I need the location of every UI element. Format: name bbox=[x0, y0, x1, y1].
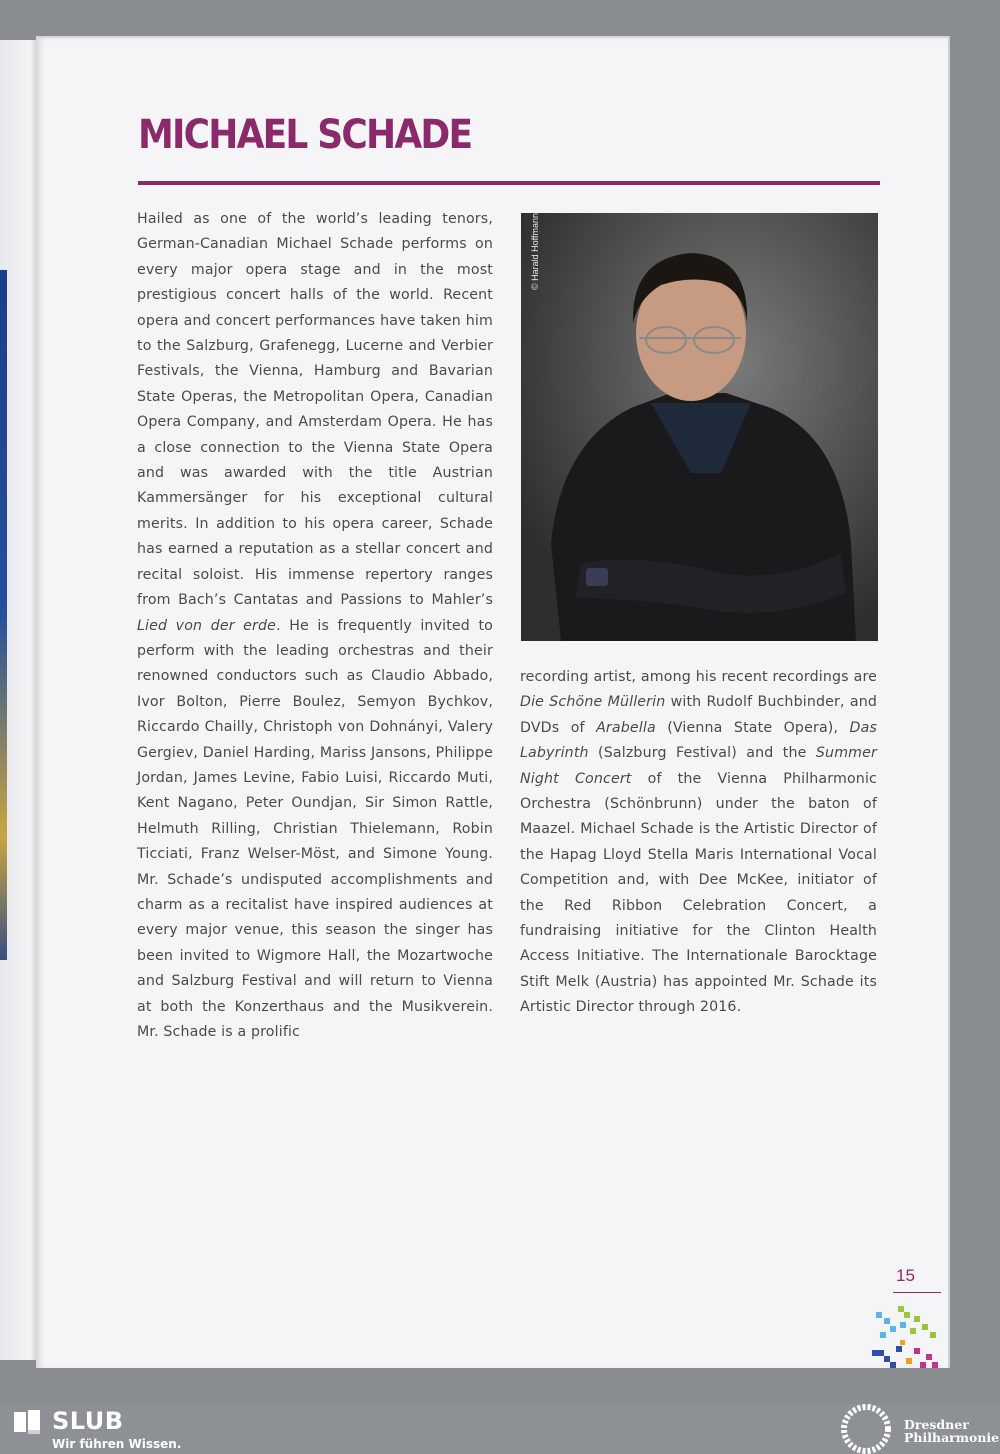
library-tagline: Wir führen Wissen. bbox=[52, 1437, 182, 1451]
work-title-arabella: Arabella bbox=[596, 719, 656, 736]
biography-paragraph-part-2: recording artist, among his recent recordings are Die Schöne Müllerin with Rudolf Buchbinder, and DVDs of Arabella (Vienna State Opera), Das Labyrinth (Salzburg Festival) and the Summer Night Concert of the Vienna Philharmonic Orchestra (Schönbrunn) under the baton of Maazel. Michael Schade is the Artistic Director of the Hapag Lloyd Stella Maris International Vocal Competition and, with Dee McKee, initiator of the Red Ribbon Celebration Concert, a fundraising initiative for the Clinton Health Access Initiative. The Internationale Barocktage Stift Melk (Austria) has appointed Mr. Schade its Artistic Director through 2016. bbox=[520, 669, 878, 1016]
work-title-lied-von-der-erde: Lied von der erde bbox=[137, 617, 277, 634]
page-number: 15 bbox=[896, 1266, 915, 1285]
page-number-rule bbox=[893, 1292, 941, 1293]
dresdner-philharmonie-logo bbox=[840, 1404, 892, 1454]
title-rule bbox=[138, 181, 880, 185]
portrait-photo bbox=[521, 213, 878, 641]
partner-name: Dresdner Philharmonie bbox=[904, 1417, 1000, 1445]
festival-pixel-logo bbox=[870, 1302, 944, 1372]
library-name: SLUB bbox=[52, 1407, 124, 1435]
right-text-column bbox=[520, 665, 877, 1021]
biography-paragraph-part-1: Hailed as one of the world’s leading tenors, German-Canadian Michael Schade performs on every major opera stage and in the most prestigious concert halls of the world. Recent opera and concert performances have taken him to the Salzburg, Grafenegg, Lucerne and Verbier Festivals, the Vienna, Hamburg and Bavarian State Operas, the Metropolitan Opera, Canadian Opera Company, and Amsterdam Opera. He has a close connection to the Vienna State Opera and was awarded with the title Austrian Kammersänger for his exceptional cultural merits. In addition to his opera career, Schade has earned a reputation as a stellar concert and recital soloist. His immense repertory ranges from Bach’s Cantatas and Passions to Mahler’s Lied von der erde. He is frequently invited to perform with the leading orchestras and their renowned conductors such as Claudio Abbado, Ivor Bolton, Pierre Boulez, Semyon Bychkov, Riccardo Chailly, Christoph von Dohnányi, Valery Gergiev, Daniel Harding, Mariss Jansons, Philippe Jordan, James Levine, Fabio Luisi, Riccardo Muti, Kent Nagano, Peter Oundjan, Sir Simon Rattle, Helmuth Rilling, Christian Thielemann, Robin Ticciati, Franz Welser-Möst, and Simone Young. Mr. Schade’s undisputed accomplishments and charm as a recitalist have inspired audiences at every major venue, this season the singer has been invited to Wigmore Hall, the Mozartwoche and Salzburg Festival and will return to Vienna at both the Konzerthaus and the Musikverein. Mr. Schade is a prolific bbox=[137, 211, 493, 1040]
portrait-illustration bbox=[521, 213, 878, 641]
previous-page-image-strip bbox=[0, 270, 7, 960]
page-title: MICHAEL SCHADE bbox=[138, 112, 472, 158]
work-title-summer-night-concert: Summer Night Concert bbox=[520, 745, 877, 787]
left-text-column bbox=[137, 207, 493, 1045]
work-title-das-labyrinth: Das Labyrinth bbox=[520, 719, 878, 762]
slub-book-icon bbox=[14, 1410, 40, 1434]
work-title-die-schone-mullerin: Die Schöne Müllerin bbox=[520, 694, 666, 711]
photo-credit: © Harald Hoffmann bbox=[530, 212, 540, 290]
